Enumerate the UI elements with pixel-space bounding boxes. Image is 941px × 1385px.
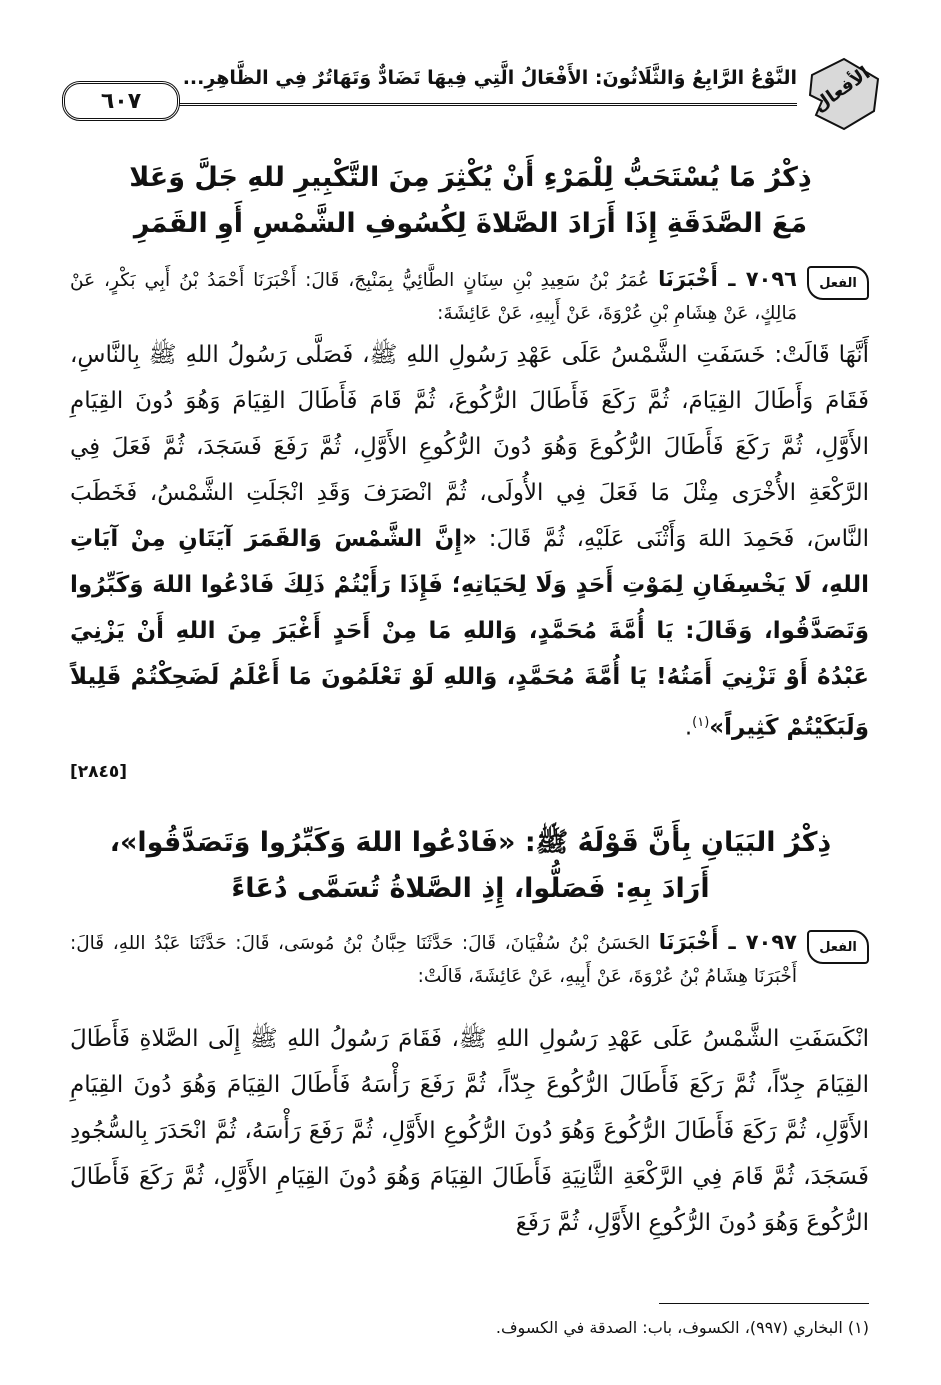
chapter-title-1-line2: مَعَ الصَّدَقَةِ إِذَا أَرَادَ الصَّلاةَ لِكُسُوفِ الشَّمْسِ أَوِ القَمَرِ	[133, 208, 808, 239]
hadith-7096-matn	[70, 332, 869, 751]
prophetic-quote: «إِنَّ الشَّمْسَ وَالقَمَرَ آيَتَانِ مِنْ آيَاتِ اللهِ، لَا يَخْسِفَانِ لِمَوْتِ أَحَدٍ وَلَا لِحَيَاتِهِ؛ فَإِذَا رَأَيْتُمْ ذَلِكَ فَادْعُوا اللهَ وَكَبِّرُوا وَتَصَدَّقُوا، وَقَالَ: يَا أُمَّةَ مُحَمَّدٍ، وَاللهِ مَا مِنْ أَحَدٍ أَغْيَرَ مِنَ اللهِ أَنْ يَزْنِيَ عَبْدُهُ أَوْ تَزْنِيَ أَمَتُهُ! يَا أُمَّةَ مُحَمَّدٍ، وَاللهِ لَوْ تَعْلَمُونَ مَا أَعْلَمُ لَضَحِكْتُمْ قَلِيلاً وَلَبَكَيْتُمْ كَثِيراً»	[70, 526, 869, 741]
matn-text: أَنَّهَا قَالَتْ: خَسَفَتِ الشَّمْسُ عَلَى عَهْدِ رَسُولِ اللهِ ﷺ، فَصَلَّى رَسُولُ اللهِ ﷺ بِالنَّاسِ، فَقَامَ وَأَطَالَ القِيَامَ، ثُمَّ رَكَعَ فَأَطَالَ الرُّكُوعَ، ثُمَّ قَامَ فَأَطَالَ القِيَامَ وَهُوَ دُونَ القِيَامِ الأَوَّلِ، ثُمَّ رَكَعَ فَأَطَالَ الرُّكُوعَ وَهُوَ دُونَ الرُّكُوعِ الأَوَّلِ، ثُمَّ رَفَعَ فَسَجَدَ، ثُمَّ فَعَلَ فِي الرَّكْعَةِ الأُخْرَى مِثْلَ مَا فَعَلَ فِي الأُولَى، ثُمَّ انْصَرَفَ وَقَدِ انْجَلَتِ الشَّمْسُ، فَخَطَبَ النَّاسَ، فَحَمِدَ اللهَ وَأَثْنَى عَلَيْهِ، ثُمَّ قَالَ:	[70, 342, 870, 552]
header-rule	[160, 103, 797, 106]
isnad-text: الحَسَنُ بْنُ سُفْيَانَ، قَالَ: حَدَّثَنَا حِبَّانُ بْنُ مُوسَى، قَالَ: حَدَّثَنَا عَبْدُ اللهِ، قَالَ: أَخْبَرَنَا هِشَامُ بْنُ عُرْوَةَ، عَنْ أَبِيهِ، عَنْ عَائِشَةَ، قَالَتْ:	[70, 933, 797, 987]
matn-text: انْكَسَفَتِ الشَّمْسُ عَلَى عَهْدِ رَسُولِ اللهِ ﷺ، فَقَامَ رَسُولُ اللهِ ﷺ إِلَى الصَّلاةِ فَأَطَالَ القِيَامَ جِدّاً، ثُمَّ رَكَعَ فَأَطَالَ الرُّكُوعَ جِدّاً، ثُمَّ رَفَعَ رَأْسَهُ فَأَطَالَ القِيَامَ وَهُوَ دُونَ القِيَامِ الأَوَّلِ، ثُمَّ رَكَعَ فَأَطَالَ الرُّكُوعَ وَهُوَ دُونَ الرُّكُوعِ الأَوَّلِ، ثُمَّ رَفَعَ رَأْسَهُ، ثُمَّ انْحَدَرَ بِالسُّجُودِ فَسَجَدَ، ثُمَّ قَامَ فِي الرَّكْعَةِ الثَّانِيَةِ فَأَطَالَ القِيَامَ وَهُوَ دُونَ القِيَامِ الأَوَّلِ، ثُمَّ رَكَعَ فَأَطَالَ الرُّكُوعَ وَهُوَ دُونَ الرُّكُوعِ الأَوَّلِ، ثُمَّ رَفَعَ	[70, 1026, 869, 1236]
page-header	[62, 55, 882, 135]
cross-reference: [٢٨٤٥]	[70, 762, 128, 782]
footnote: (١) البخاري (٩٩٧)، الكسوف، باب: الصدقة في الكسوف.	[495, 1318, 869, 1337]
page-number: ٦٠٧	[62, 81, 180, 121]
chapter-title-1	[40, 155, 901, 247]
isnad-text: عُمَرُ بْنُ سَعِيدِ بْنِ سِنَانٍ الطَّائِيُّ بِمَنْبِجَ، قَالَ: أَخْبَرَنَا أَحْمَدُ بْنُ أَبِي بَكْرٍ، عَنْ مَالِكٍ، عَنْ هِشَامِ بْنِ عُرْوَةَ، عَنْ أَبِيهِ، عَنْ عَائِشَةَ:	[70, 270, 797, 324]
hadith-number: ٧٠٩٧ ـ أَخْبَرَنَا	[658, 930, 797, 954]
hadith-7097-matn	[70, 1016, 869, 1246]
hadith-7096-isnad	[70, 263, 869, 330]
chapter-title-1-line1: ذِكْرُ مَا يُسْتَحَبُّ لِلْمَرْءِ أَنْ يُكْثِرَ مِنَ التَّكْبِيرِ للهِ جَلَّ وَعَلا	[129, 162, 812, 193]
hadith-type-box: الفعل	[807, 930, 869, 964]
hadith-number: ٧٠٩٦ ـ أَخْبَرَنَا	[658, 267, 797, 291]
sentence-end: .	[684, 714, 693, 741]
hadith-7097-isnad	[70, 926, 869, 993]
section-badge-label: الأفعال	[809, 62, 875, 117]
hadith-type-box: الفعل	[807, 266, 869, 300]
chapter-title-2-line2: أَرَادَ بِهِ: فَصَلُّوا، إِذِ الصَّلاةُ تُسَمَّى دُعَاءً	[231, 873, 710, 904]
chapter-title-2	[40, 820, 901, 912]
footnote-marker: (١)	[692, 715, 710, 730]
running-title: النَّوْعُ الرَّابِعُ وَالثَّلَاثُونَ: الأَفْعَالُ الَّتِي فِيهَا تَضَادٌّ وَتَهَاتُرٌ فِي الظَّاهِرِ...	[182, 67, 797, 89]
footnote-rule	[659, 1303, 869, 1304]
chapter-title-2-line1: ذِكْرُ البَيَانِ بِأَنَّ قَوْلَهُ ﷺ: «فَادْعُوا اللهَ وَكَبِّرُوا وَتَصَدَّقُوا»،	[109, 827, 832, 858]
